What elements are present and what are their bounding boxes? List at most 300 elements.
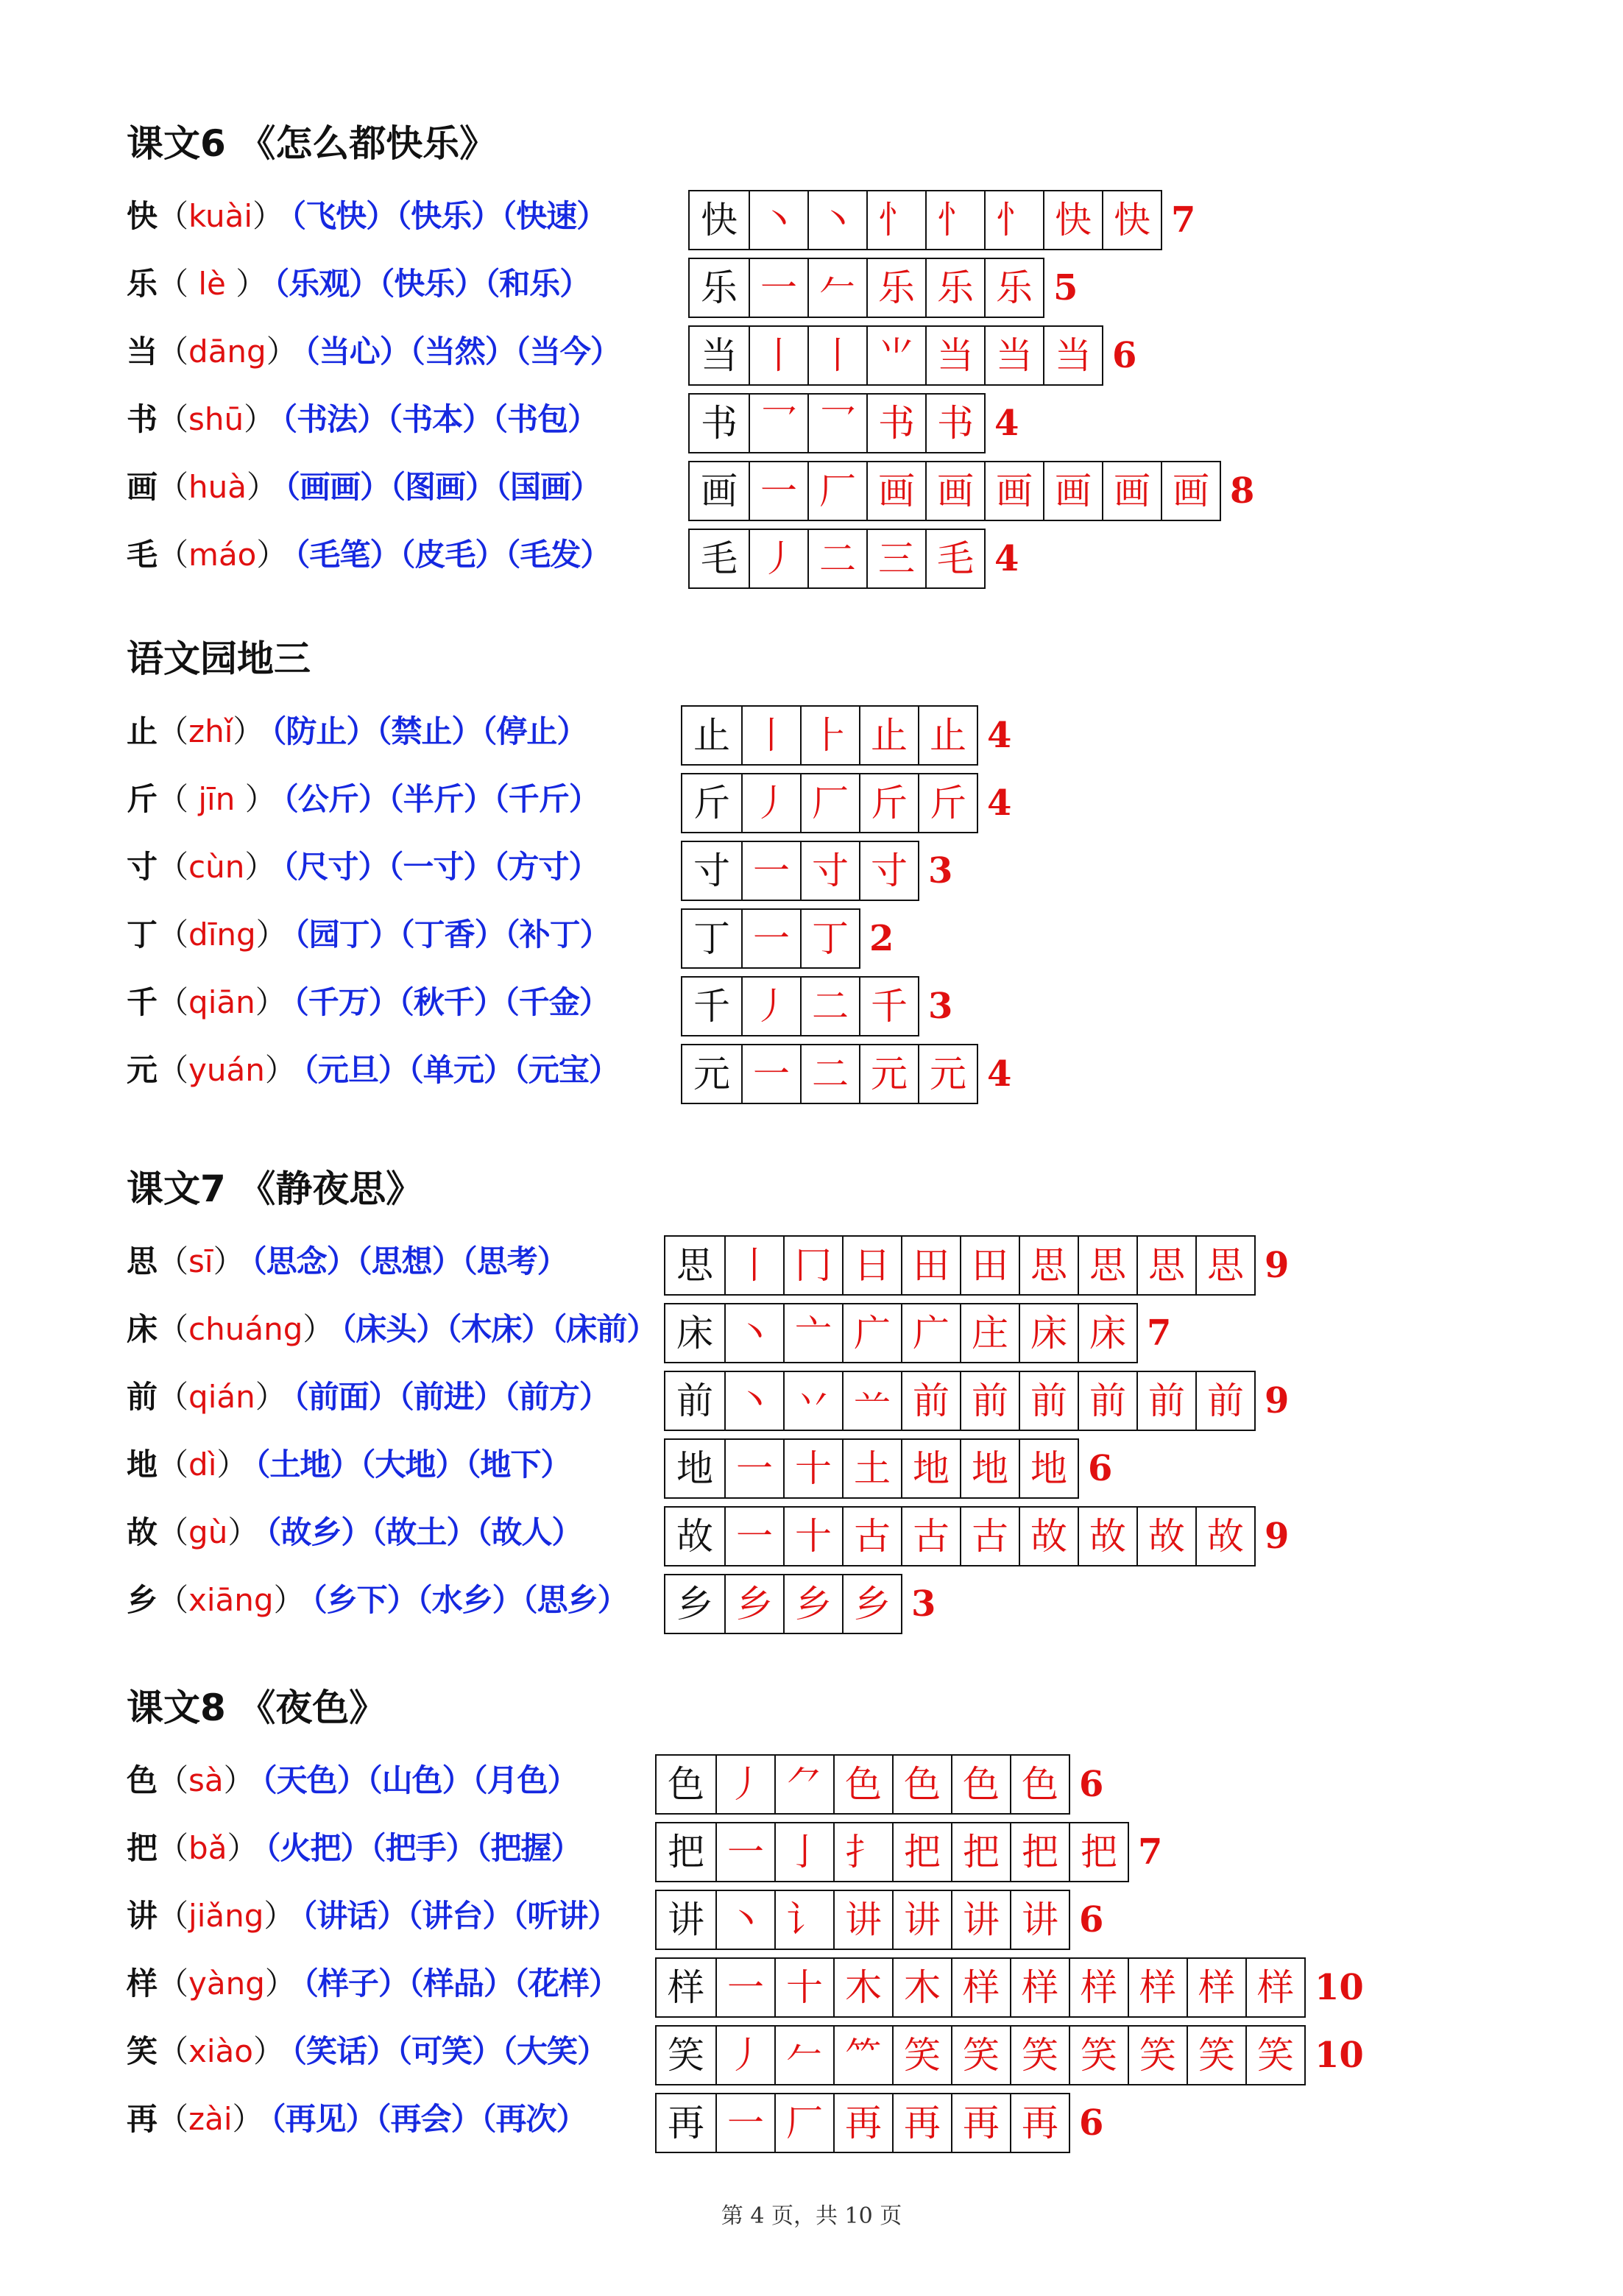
paren-open: （ [158, 984, 189, 1020]
stroke-count: 6 [1088, 1448, 1113, 1489]
character-row [127, 841, 953, 908]
example-words: （土地）（大地）（地下） [255, 1447, 571, 1483]
character: 书 [127, 401, 158, 437]
stroke-cell: 日 [842, 1237, 901, 1294]
stroke-count: 3 [928, 850, 953, 891]
example-words: （讲话）（讲台）（听讲） [302, 1898, 618, 1934]
paren-close: ） [213, 1243, 244, 1279]
stroke-cell: 十 [783, 1440, 842, 1497]
stroke-cell: 再 [1010, 2094, 1069, 2152]
stroke-grid [688, 325, 1103, 386]
example-words: （防止）（禁止）（停止） [271, 713, 587, 749]
pinyin: dì [188, 1447, 217, 1483]
pinyin: zài [188, 2101, 233, 2137]
pinyin: qiān [188, 984, 255, 1020]
character: 前 [127, 1379, 158, 1415]
character-row [127, 1371, 1290, 1438]
stroke-cell: 扌 [833, 1823, 892, 1881]
stroke-cell: 亠 [783, 1304, 842, 1362]
stroke-cell: 乐 [925, 259, 984, 317]
stroke-cell: 二 [800, 978, 859, 1035]
stroke-cell: 乡 [724, 1575, 783, 1633]
stroke-cell: 田 [960, 1237, 1019, 1294]
stroke-cell: 古 [901, 1508, 960, 1565]
stroke-grid [681, 908, 860, 969]
stroke-cell: 书 [925, 395, 984, 452]
paren-open: （ [158, 266, 189, 302]
stroke-cell: 快 [701, 199, 738, 241]
stroke-cell: 庄 [960, 1304, 1019, 1362]
stroke-count: 7 [1147, 1313, 1172, 1354]
stroke-cell: 一 [741, 842, 800, 900]
character-info [127, 908, 610, 961]
character: 思 [127, 1243, 158, 1279]
character-row [127, 1235, 1290, 1303]
stroke-grid [655, 1890, 1070, 1950]
stroke-cell: 一 [749, 259, 807, 317]
stroke-grid [688, 529, 986, 589]
stroke-cell: ⺈ [774, 1756, 833, 1813]
stroke-cell: 忄 [984, 191, 1043, 249]
stroke-count: 2 [869, 918, 894, 959]
pinyin: jīn [188, 781, 245, 817]
character: 千 [127, 984, 158, 1020]
stroke-grid [655, 2093, 1070, 2153]
paren-close: ） [236, 266, 267, 302]
paren-open: （ [158, 781, 189, 817]
character: 快 [127, 198, 158, 234]
stroke-cell: 把 [1069, 1823, 1128, 1881]
pinyin: xiào [188, 2033, 253, 2069]
stroke-cell: 把 [951, 1823, 1010, 1881]
stroke-grid [688, 461, 1221, 521]
paren-open: （ [158, 1830, 189, 1866]
stroke-cell: 冂 [783, 1237, 842, 1294]
stroke-cell: 丨 [724, 1237, 783, 1294]
stroke-cell: 乐 [984, 259, 1043, 317]
stroke-grid [688, 190, 1162, 250]
pinyin: gù [188, 1514, 228, 1550]
stroke-cell: 元 [918, 1045, 977, 1103]
stroke-cell: 讲 [668, 1898, 704, 1941]
paren-close: ） [252, 198, 284, 234]
paren-close: ） [227, 1830, 258, 1866]
paren-open: （ [158, 333, 189, 370]
stroke-cell: 样 [1245, 1959, 1304, 2016]
stroke-cell: 地 [1019, 1440, 1078, 1497]
stroke-count: 4 [987, 783, 1012, 824]
stroke-cell: 思 [1078, 1237, 1136, 1294]
stroke-cell: 地 [676, 1447, 713, 1490]
example-words: （乡下）（水乡）（思乡） [311, 1582, 628, 1618]
character: 笑 [127, 2033, 158, 2069]
stroke-cell: 快 [1102, 191, 1161, 249]
character: 乡 [127, 1582, 158, 1618]
paren-close: ） [233, 713, 264, 749]
paren-open: （ [158, 713, 189, 749]
character-row [127, 1957, 1364, 2025]
paren-open: （ [158, 198, 189, 234]
stroke-cell: 思 [1195, 1237, 1254, 1294]
stroke-cell: 画 [701, 470, 738, 512]
stroke-grid [655, 2025, 1306, 2085]
paren-close: ） [244, 849, 276, 885]
example-words: （尺寸）（一寸）（方寸） [283, 849, 599, 885]
pinyin: bǎ [188, 1830, 227, 1866]
pinyin: sà [188, 1762, 224, 1798]
stroke-cell: 笑 [951, 2027, 1010, 2084]
character: 床 [127, 1311, 158, 1347]
example-words: （笑话）（可笑）（大笑） [291, 2033, 608, 2069]
stroke-cell: 斤 [918, 774, 977, 832]
paren-open: （ [158, 1311, 189, 1347]
character: 毛 [127, 537, 158, 573]
paren-close: ） [216, 1447, 248, 1483]
stroke-cell: 再 [668, 2102, 704, 2144]
stroke-cell: 笑 [668, 2034, 704, 2077]
stroke-cell: 广 [901, 1304, 960, 1362]
stroke-cell: 笑 [892, 2027, 951, 2084]
example-words: （园丁）（丁香）（补丁） [294, 916, 610, 953]
paren-close: ） [256, 537, 288, 573]
lesson-section [127, 1682, 1364, 2161]
stroke-count: 9 [1265, 1380, 1290, 1421]
stroke-cell: 书 [701, 402, 738, 445]
paren-close: ） [223, 1762, 255, 1798]
stroke-cell: 前 [1019, 1372, 1078, 1430]
stroke-cell: 样 [1069, 1959, 1128, 2016]
character-row [127, 461, 1255, 529]
stroke-count: 4 [994, 538, 1019, 579]
stroke-grid [664, 1371, 1256, 1431]
pinyin: máo [188, 537, 257, 573]
stroke-cell: 斤 [693, 782, 730, 824]
stroke-cell: 床 [1078, 1304, 1136, 1362]
stroke-grid [655, 1822, 1129, 1882]
character: 再 [127, 2101, 158, 2137]
paren-open: （ [158, 2101, 189, 2137]
stroke-cell: 画 [984, 462, 1043, 520]
stroke-cell: 一 [741, 910, 800, 967]
stroke-cell: 床 [1019, 1304, 1078, 1362]
stroke-cell: 丷 [783, 1372, 842, 1430]
example-words: （乐观）（快乐）（和乐） [274, 266, 590, 302]
stroke-cell: 寸 [859, 842, 918, 900]
stroke-cell: 一 [724, 1508, 783, 1565]
stroke-cell: 丨 [741, 707, 800, 764]
stroke-cell: 前 [676, 1380, 713, 1422]
stroke-cell: 前 [901, 1372, 960, 1430]
stroke-cell: 丶 [749, 191, 807, 249]
pinyin: jiǎng [188, 1898, 264, 1934]
stroke-count: 7 [1138, 1831, 1163, 1873]
paren-open: （ [158, 1762, 189, 1798]
stroke-count: 7 [1171, 199, 1196, 241]
stroke-grid [681, 841, 919, 901]
character-row [127, 976, 953, 1044]
stroke-cell: 样 [1187, 1959, 1245, 2016]
stroke-cell: 乐 [866, 259, 925, 317]
paren-close: ） [255, 1379, 286, 1415]
example-words: （公斤）（半斤）（千斤） [283, 781, 599, 817]
stroke-cell: 广 [842, 1304, 901, 1362]
stroke-grid [681, 705, 978, 766]
character-info [127, 393, 598, 446]
section-title: 课文7 《静夜思》 [127, 1168, 423, 1210]
stroke-cell: 三 [866, 530, 925, 587]
example-words: （火把）（把手）（把握） [265, 1830, 581, 1866]
character: 元 [127, 1052, 158, 1088]
pinyin: dīng [188, 916, 256, 953]
paren-close: ） [255, 984, 286, 1020]
stroke-grid [688, 258, 1044, 318]
stroke-cell: 田 [901, 1237, 960, 1294]
stroke-cell: 二 [800, 1045, 859, 1103]
character: 把 [127, 1830, 158, 1866]
paren-open: （ [158, 1582, 189, 1618]
stroke-cell: 思 [676, 1244, 713, 1287]
lesson-section [127, 1163, 1290, 1642]
character-info [127, 1890, 618, 1943]
stroke-cell: 前 [1078, 1372, 1136, 1430]
stroke-cell: 一 [741, 1045, 800, 1103]
stroke-cell: 讲 [1010, 1891, 1069, 1949]
stroke-cell: 千 [693, 985, 730, 1028]
pinyin: yuán [188, 1052, 265, 1088]
stroke-cell: 色 [833, 1756, 892, 1813]
stroke-cell: 乡 [842, 1575, 901, 1633]
example-words: （千万）（秋千）（千金） [293, 984, 609, 1020]
stroke-cell: 木 [892, 1959, 951, 2016]
paren-open: （ [158, 1243, 189, 1279]
stroke-cell: 一 [715, 1823, 774, 1881]
character: 当 [127, 333, 158, 370]
example-words: （毛笔）（皮毛）（毛发） [294, 537, 611, 573]
stroke-cell: 故 [1019, 1508, 1078, 1565]
stroke-count: 10 [1315, 2035, 1364, 2076]
stroke-cell: 当 [701, 334, 738, 377]
stroke-grid [681, 773, 978, 833]
character-row [127, 1574, 936, 1642]
stroke-grid [664, 1235, 1256, 1296]
stroke-cell: 样 [951, 1959, 1010, 2016]
stroke-cell: 厂 [807, 462, 866, 520]
character-row [127, 1044, 1012, 1112]
paren-close: ） [255, 916, 287, 953]
character-row [127, 1890, 1104, 1957]
stroke-cell: 当 [925, 327, 984, 384]
paren-open: （ [158, 1447, 189, 1483]
stroke-count: 6 [1112, 335, 1137, 376]
paren-open: （ [158, 401, 189, 437]
example-words: （前面）（前进）（前方） [293, 1379, 609, 1415]
pinyin: xiāng [188, 1582, 274, 1618]
character-info [127, 1371, 609, 1424]
pinyin: chuáng [188, 1311, 303, 1347]
character-row [127, 393, 1019, 461]
stroke-cell: 再 [833, 2094, 892, 2152]
stroke-count: 4 [987, 1053, 1012, 1095]
stroke-cell: 当 [984, 327, 1043, 384]
stroke-cell: 笑 [1128, 2027, 1187, 2084]
paren-close: ） [264, 1052, 296, 1088]
stroke-count: 9 [1265, 1245, 1290, 1286]
example-words: （天色）（山色）（月色） [261, 1762, 578, 1798]
character-info [127, 1303, 657, 1356]
stroke-cell: ⺌ [866, 327, 925, 384]
stroke-cell: 一 [715, 1959, 774, 2016]
stroke-grid [664, 1438, 1079, 1499]
character: 故 [127, 1514, 158, 1550]
stroke-cell: 止 [918, 707, 977, 764]
stroke-count: 6 [1079, 2102, 1104, 2144]
stroke-cell: 毛 [925, 530, 984, 587]
character-info [127, 529, 610, 582]
stroke-cell: 丶 [724, 1372, 783, 1430]
stroke-cell: 把 [892, 1823, 951, 1881]
character: 丁 [127, 916, 158, 953]
stroke-cell: 前 [1136, 1372, 1195, 1430]
example-words: （书法）（书本）（书包） [282, 401, 598, 437]
stroke-cell: 故 [1195, 1508, 1254, 1565]
stroke-cell: ⺮ [833, 2027, 892, 2084]
paren-close: ） [303, 1311, 334, 1347]
paren-open: （ [158, 849, 189, 885]
stroke-cell: 丿 [741, 774, 800, 832]
section-title: 课文8 《夜色》 [127, 1686, 386, 1729]
character: 画 [127, 469, 158, 505]
stroke-count: 6 [1079, 1764, 1104, 1805]
stroke-cell: 丿 [741, 978, 800, 1035]
pinyin: lè [188, 266, 236, 302]
paren-close: ） [244, 401, 275, 437]
character-info [127, 1574, 628, 1627]
character-info [127, 1506, 581, 1559]
stroke-cell: 厂 [774, 2094, 833, 2152]
section-title: 课文6 《怎么都快乐》 [127, 122, 497, 165]
stroke-cell: 再 [892, 2094, 951, 2152]
stroke-cell: 画 [1161, 462, 1220, 520]
stroke-count: 3 [928, 986, 953, 1027]
paren-close: ） [232, 2101, 264, 2137]
stroke-cell: 色 [892, 1756, 951, 1813]
stroke-cell: 样 [1128, 1959, 1187, 2016]
stroke-cell: 二 [807, 530, 866, 587]
stroke-cell: 地 [901, 1440, 960, 1497]
stroke-cell: 𠂉 [807, 259, 866, 317]
character-info [127, 325, 620, 378]
stroke-cell: ⺊ [800, 707, 859, 764]
stroke-cell: 讲 [892, 1891, 951, 1949]
paren-open: （ [158, 1898, 189, 1934]
example-words: （样子）（样品）（花样） [303, 1965, 619, 2002]
character-row [127, 773, 1012, 841]
stroke-cell: 样 [668, 1966, 704, 2009]
stroke-grid [664, 1303, 1138, 1363]
stroke-cell: 讲 [833, 1891, 892, 1949]
section-title: 语文园地三 [127, 637, 311, 680]
stroke-count: 4 [994, 403, 1019, 444]
stroke-cell: 故 [676, 1515, 713, 1558]
stroke-cell: 一 [715, 2094, 774, 2152]
character: 乐 [127, 266, 158, 302]
pinyin: cùn [188, 849, 245, 885]
character-info [127, 2025, 607, 2078]
stroke-cell: 丨 [807, 327, 866, 384]
paren-open: （ [158, 2033, 189, 2069]
stroke-grid [664, 1506, 1256, 1566]
stroke-count: 3 [911, 1583, 936, 1625]
stroke-cell: 思 [1019, 1237, 1078, 1294]
stroke-count: 8 [1230, 470, 1255, 512]
character-row [127, 1438, 1113, 1506]
paren-close: ） [247, 469, 278, 505]
paren-open: （ [158, 1965, 189, 2002]
stroke-count: 9 [1265, 1516, 1290, 1557]
stroke-cell: 思 [1136, 1237, 1195, 1294]
pinyin: yàng [188, 1965, 265, 2002]
character-info [127, 1235, 567, 1288]
stroke-cell: 丨 [749, 327, 807, 384]
stroke-cell: 画 [1102, 462, 1161, 520]
stroke-cell: 忄 [866, 191, 925, 249]
stroke-cell: 色 [951, 1756, 1010, 1813]
paren-open: （ [158, 1514, 189, 1550]
stroke-cell: 十 [783, 1508, 842, 1565]
character-row [127, 2025, 1364, 2093]
stroke-cell: 千 [859, 978, 918, 1035]
character: 讲 [127, 1898, 158, 1934]
stroke-cell: 乛 [807, 395, 866, 452]
example-words: （当心）（当然）（当今） [304, 333, 620, 370]
stroke-grid [688, 393, 986, 453]
paren-close: ） [264, 1898, 295, 1934]
pinyin: qián [188, 1379, 255, 1415]
pinyin: sī [188, 1243, 213, 1279]
page-footer: 第 4 页，共 10 页 [721, 2203, 902, 2229]
character-row [127, 1754, 1104, 1822]
stroke-cell: 一 [724, 1440, 783, 1497]
stroke-cell: 斤 [859, 774, 918, 832]
stroke-grid [681, 1044, 978, 1104]
stroke-cell: 丁 [800, 910, 859, 967]
stroke-cell: 木 [833, 1959, 892, 2016]
stroke-cell: 亅 [774, 1823, 833, 1881]
stroke-cell: 床 [676, 1312, 713, 1354]
lesson-section [127, 118, 1255, 596]
example-words: （飞快）（快乐）（快速） [291, 198, 607, 234]
stroke-cell: 丁 [693, 917, 730, 960]
paren-close: ） [253, 2033, 285, 2069]
stroke-count: 6 [1079, 1899, 1104, 1940]
example-words: （元旦）（单元）（元宝） [303, 1052, 619, 1088]
stroke-cell: 止 [693, 714, 730, 757]
stroke-cell: 画 [866, 462, 925, 520]
pinyin: zhǐ [188, 713, 233, 749]
character: 斤 [127, 781, 158, 817]
stroke-cell: 画 [1043, 462, 1102, 520]
character-row [127, 2093, 1104, 2161]
character-row [127, 1822, 1163, 1890]
stroke-cell: 丶 [724, 1304, 783, 1362]
character-info [127, 461, 601, 514]
character-row [127, 705, 1012, 773]
stroke-cell: 乐 [701, 266, 738, 309]
stroke-grid [664, 1574, 902, 1634]
stroke-cell: 丿 [715, 1756, 774, 1813]
stroke-cell: 䒑 [842, 1372, 901, 1430]
stroke-cell: 色 [668, 1763, 704, 1806]
